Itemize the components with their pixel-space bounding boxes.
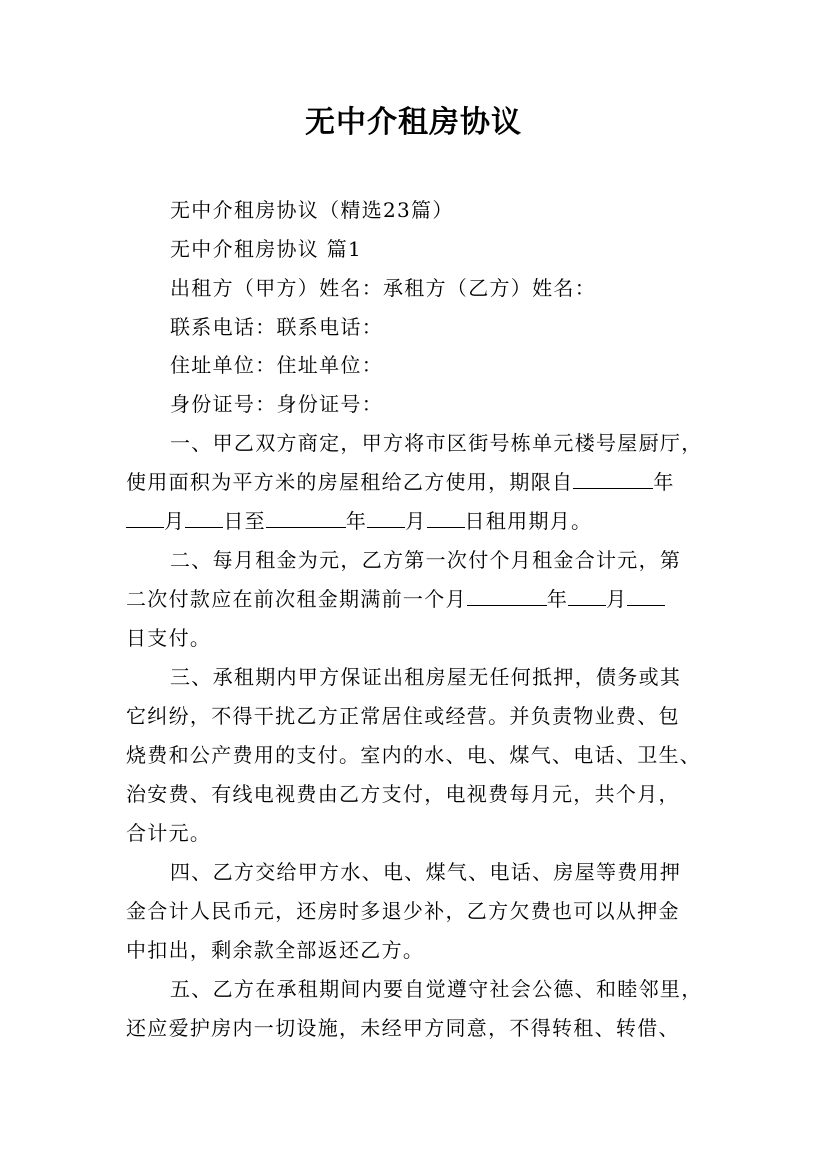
clause3-line3: 烧费和公产费用的支付。室内的水、电、煤气、电话、卫生、 (126, 743, 702, 767)
clause2-line2-text: 二次付款应在前次租金期满前一个月 (126, 587, 467, 611)
clause5-line1: 五、乙方在承租期间内要自觉遵守社会公德、和睦邻里， (170, 977, 703, 1001)
clause3-line5: 合计元。 (126, 821, 212, 845)
clause3-line4: 治安费、有线电视费由乙方支付，电视费每月元，共个月， (126, 782, 680, 806)
clause1-line2 (126, 466, 706, 498)
blank-year (467, 585, 547, 606)
field-phones: 联系电话：联系电话： (170, 315, 383, 339)
clause1-end-text: 日租用期月。 (464, 509, 593, 533)
clause5-line2: 还应爱护房内一切设施，未经甲方同意，不得转租、转借、 (126, 1016, 680, 1040)
clause3-line1: 三、承租期内甲方保证出租房屋无任何抵押，债务或其 (170, 665, 682, 689)
clause1-year-label: 年 (653, 470, 675, 494)
blank-year (573, 468, 653, 489)
blank-month (568, 585, 606, 606)
clause1-line3 (126, 505, 706, 537)
clause1-line1: 一、甲乙双方商定，甲方将市区街号栋单元楼号屋厨厅， (170, 431, 703, 455)
clause1-month-label: 月 (164, 509, 186, 533)
clause4-line2: 金合计人民币元，还房时多退少补，乙方欠费也可以从押金 (126, 899, 680, 923)
chapter-heading: 无中介租房协议 篇1 (170, 237, 363, 261)
field-addresses: 住址单位：住址单位： (170, 353, 383, 377)
clause2-line2 (126, 583, 706, 615)
blank-day (185, 507, 223, 528)
clause1-line2-text: 使用面积为平方米的房屋租给乙方使用，期限自 (126, 470, 574, 494)
blank-day (627, 585, 665, 606)
clause1-month2-label: 月 (405, 509, 427, 533)
field-ids: 身份证号：身份证号： (170, 392, 383, 416)
document-title: 无中介租房协议 (305, 105, 522, 140)
blank-year (266, 507, 346, 528)
clause2-line3: 日支付。 (126, 626, 212, 650)
clause4-line3: 中扣出，剩余款全部返还乙方。 (126, 938, 425, 962)
clause3-line2: 它纠纷，不得干扰乙方正常居住或经营。并负责物业费、包 (126, 704, 680, 728)
clause2-month-label: 月 (606, 587, 628, 611)
clause4-line1: 四、乙方交给甲方水、电、煤气、电话、房屋等费用押 (170, 860, 682, 884)
clause2-line1: 二、每月租金为元，乙方第一次付个月租金合计元，第 (170, 548, 682, 572)
blank-month (126, 507, 164, 528)
blank-month (367, 507, 405, 528)
clause2-year-label: 年 (546, 587, 569, 611)
clause1-day-to-label: 日至 (223, 509, 266, 533)
field-names: 出租方（甲方）姓名：承租方（乙方）姓名： (170, 276, 596, 300)
blank-day (427, 507, 465, 528)
clause1-year2-label: 年 (345, 509, 368, 533)
document-heading: 无中介租房协议（精选23篇） (170, 198, 454, 222)
